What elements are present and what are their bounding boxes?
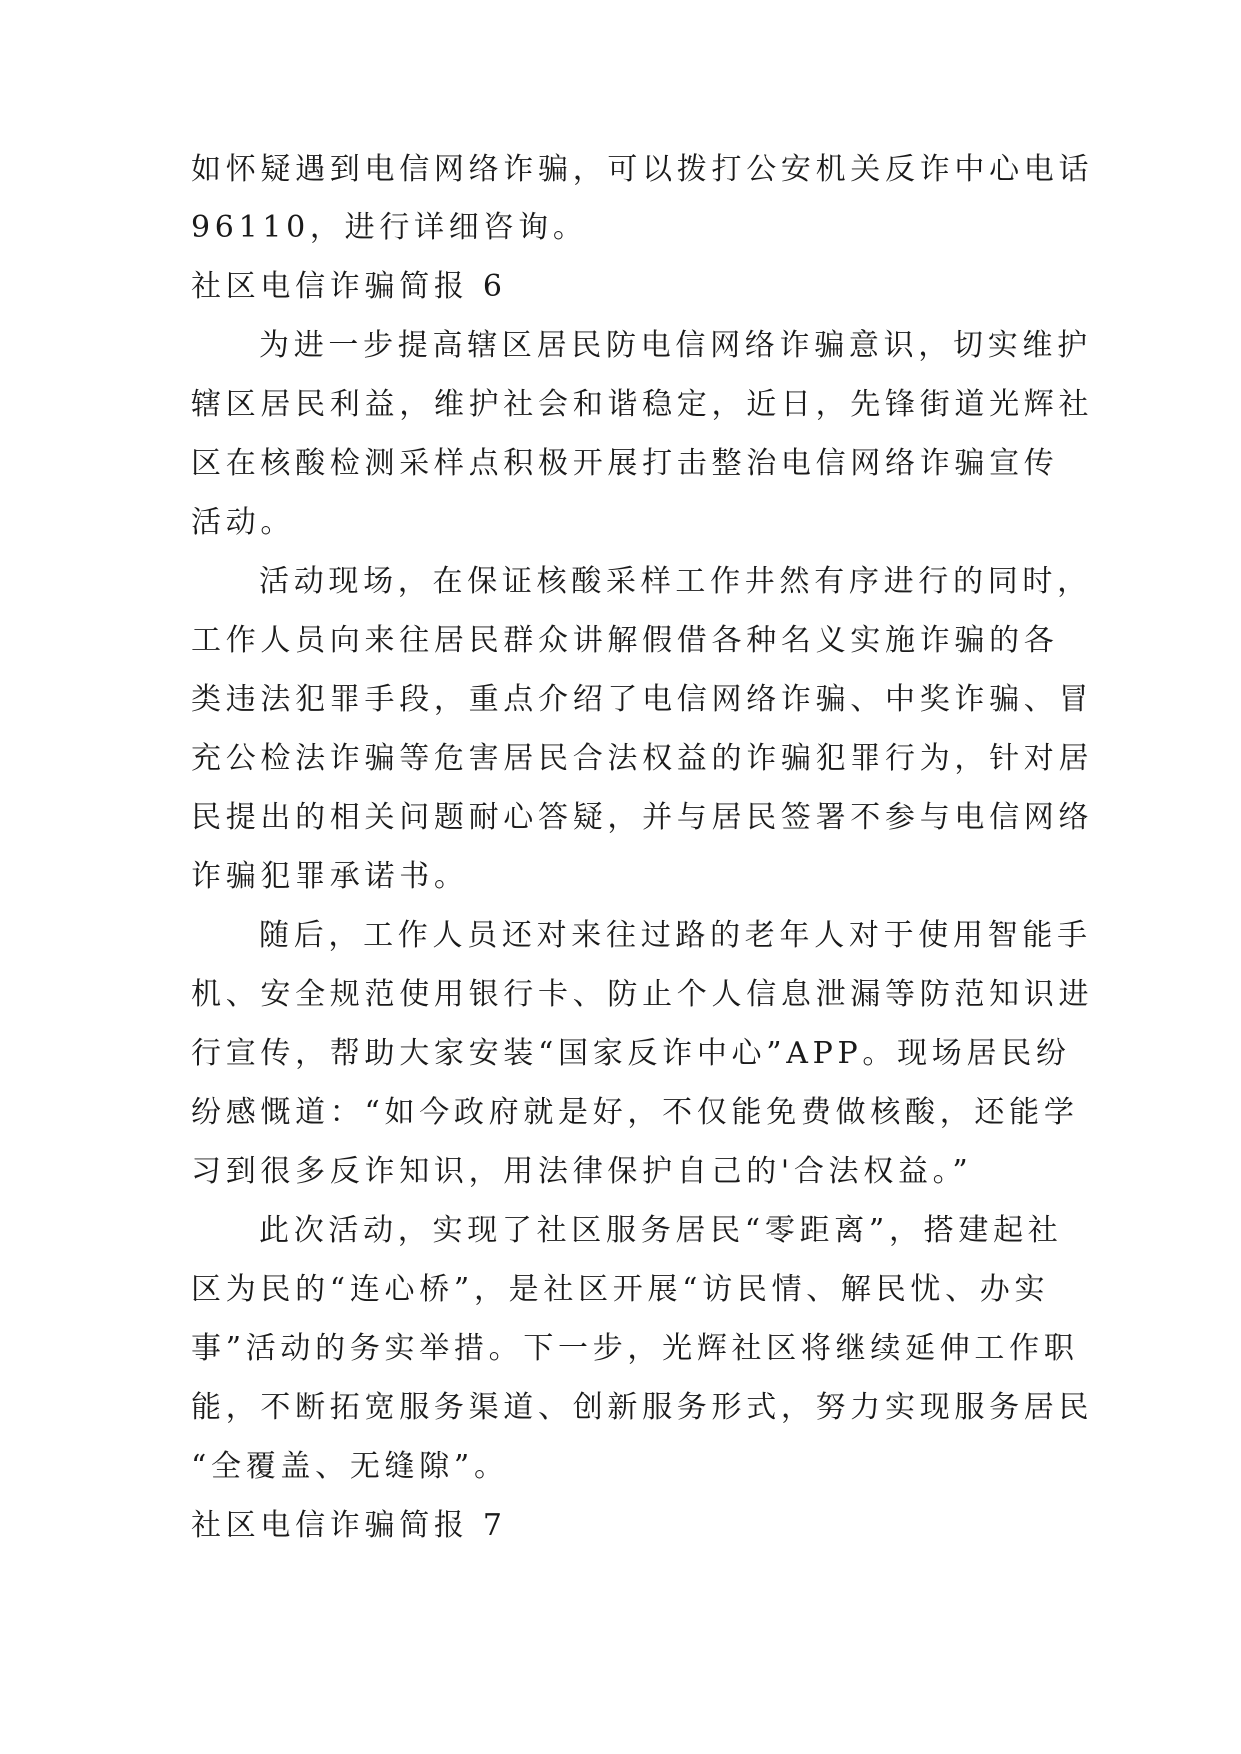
- text-line: 民提出的相关问题耐心答疑，并与居民签署不参与电信网络: [191, 800, 1094, 835]
- text-line: 区为民的“连心桥”，是社区开展“访民情、解民忧、办实: [191, 1272, 1050, 1307]
- text-line: 辖区居民利益，维护社会和谐稳定，近日，先锋街道光辉社: [191, 387, 1094, 422]
- paragraph-first-line: 随后，工作人员还对来往过路的老年人对于使用智能手: [259, 918, 1092, 953]
- text-line: 工作人员向来往居民群众讲解假借各种名义实施诈骗的各: [191, 623, 1059, 658]
- section-heading: 社区电信诈骗简报 7: [191, 1508, 507, 1543]
- text-line: 行宣传，帮助大家安装“国家反诈中心”APP。现场居民纷: [191, 1036, 1071, 1071]
- text-line: 能，不断拓宽服务渠道、创新服务形式，努力实现服务居民: [191, 1390, 1094, 1425]
- section-heading: 社区电信诈骗简报 6: [191, 269, 507, 304]
- text-line: 如怀疑遇到电信网络诈骗，可以拨打公安机关反诈中心电话: [191, 152, 1094, 187]
- text-line: 充公检法诈骗等危害居民合法权益的诈骗犯罪行为，针对居: [191, 741, 1094, 776]
- text-line: 事”活动的务实举措。下一步，光辉社区将继续延伸工作职: [191, 1331, 1079, 1366]
- text-line: 习到很多反诈知识，用法律保护自己的'合法权益。”: [191, 1154, 973, 1189]
- text-line: 纷感慨道：“如今政府就是好，不仅能免费做核酸，还能学: [191, 1095, 1079, 1130]
- text-line: 区在核酸检测采样点积极开展打击整治电信网络诈骗宣传: [191, 446, 1059, 481]
- text-line: 机、安全规范使用银行卡、防止个人信息泄漏等防范知识进: [191, 977, 1094, 1012]
- text-line: 活动。: [191, 505, 296, 540]
- paragraph-first-line: 活动现场，在保证核酸采样工作井然有序进行的同时，: [259, 564, 1092, 599]
- text-line: 诈骗犯罪承诺书。: [191, 859, 469, 894]
- paragraph-first-line: 为进一步提高辖区居民防电信网络诈骗意识，切实维护: [259, 328, 1092, 363]
- text-line: 96110，进行详细咨询。: [191, 210, 588, 245]
- text-line: “全覆盖、无缝隙”。: [191, 1449, 509, 1484]
- text-line: 类违法犯罪手段，重点介绍了电信网络诈骗、中奖诈骗、冒: [191, 682, 1094, 717]
- paragraph-first-line: 此次活动，实现了社区服务居民“零距离”，搭建起社: [259, 1213, 1063, 1248]
